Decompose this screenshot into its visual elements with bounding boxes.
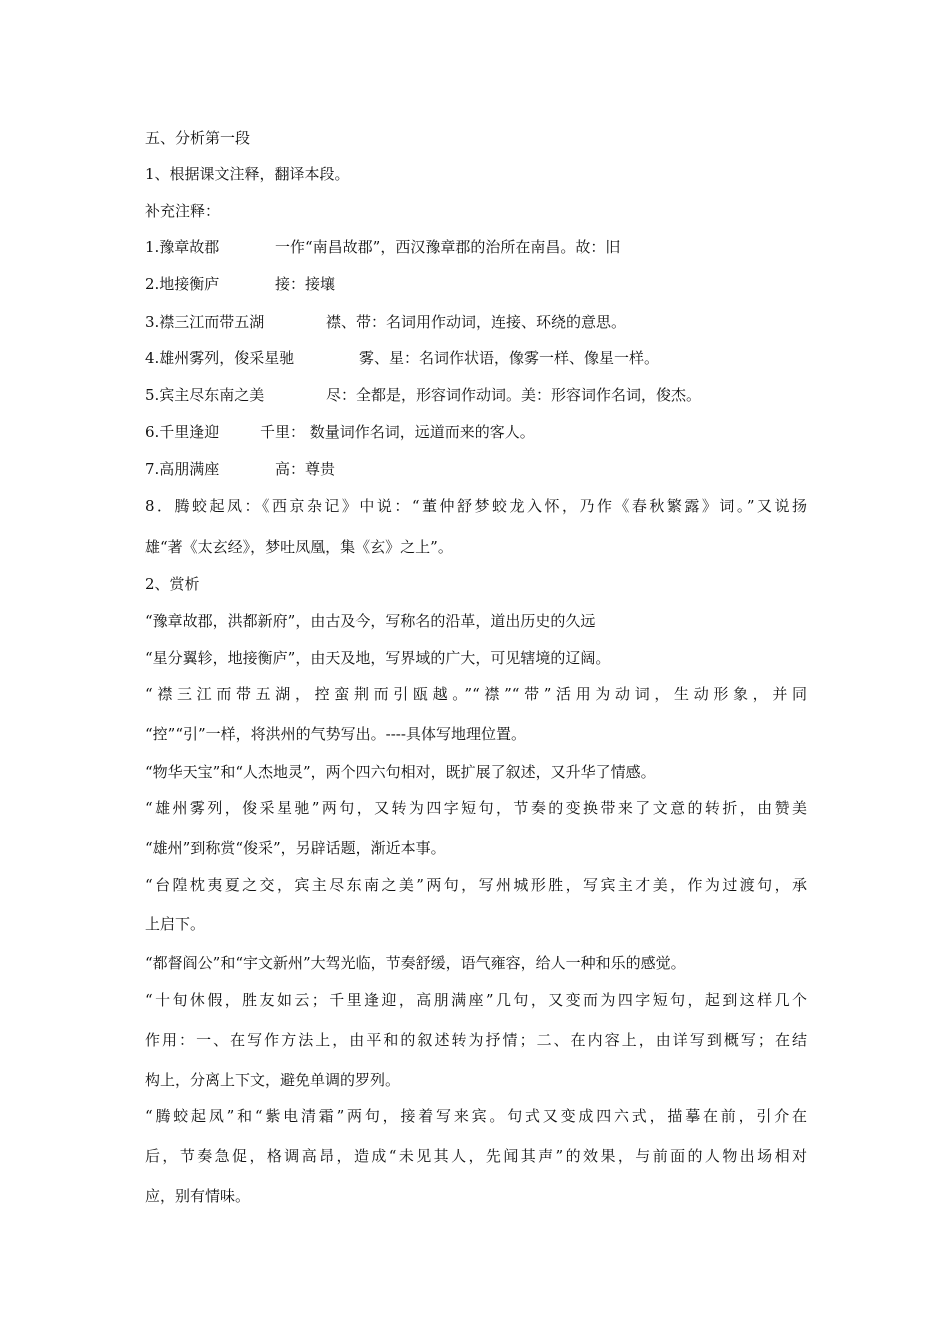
note-gloss: 尽：全都是，形容词作动词。美：形容词作名词，俊杰。 <box>326 386 702 404</box>
note-gloss: 襟、带：名词用作动词，连接、环绕的意思。 <box>326 313 627 331</box>
note-gloss: 接：接壤 <box>275 275 336 293</box>
note-term: 4.雄州雾列，俊采星驰 <box>145 349 295 367</box>
note-item <box>145 422 535 442</box>
note-8-line: 雄“著《太玄经》，梦吐凤凰，集《玄》之上”。 <box>145 538 453 556</box>
note-item <box>145 348 659 368</box>
note-term: 1.豫章故郡 <box>145 238 220 256</box>
analysis-line: 上启下。 <box>145 915 206 933</box>
note-term: 2.地接衡庐 <box>145 275 220 293</box>
analysis-line: “雄州”到称赏“俊采”，另辟话题，渐近本事。 <box>145 839 446 857</box>
analysis-line: “控”“引”一样，将洪州的气势写出。----具体写地理位置。 <box>145 725 526 743</box>
analysis-line: “物华天宝”和“人杰地灵”，两个四六句相对，既扩展了叙述，又升华了情感。 <box>145 763 656 781</box>
analysis-line: “腾蛟起凤”和“紫电清霜”两句，接着写来宾。句式又变成四六式，描摹在前，引介在 <box>145 1107 807 1125</box>
analysis-line: 后，节奏急促，格调高昂，造成“未见其人，先闻其声”的效果，与前面的人物出场相对 <box>145 1147 807 1165</box>
note-term: 5.宾主尽东南之美 <box>145 386 265 404</box>
analysis-line: 作用：一、在写作方法上，由平和的叙述转为抒情；二、在内容上，由详写到概写；在结 <box>145 1031 807 1049</box>
supplement-label: 补充注释： <box>145 202 221 220</box>
note-term: 6.千里逢迎 <box>145 423 220 441</box>
note-term: 7.高朋满座 <box>145 460 220 478</box>
note-gloss: 雾、星：名词作状语，像雾一样、像星一样。 <box>359 349 660 367</box>
section-title: 五、分析第一段 <box>145 129 251 147</box>
note-gloss: 一作“南昌故郡”，西汉豫章郡的治所在南昌。故：旧 <box>275 238 621 256</box>
note-8-line: 8．腾蛟起凤：《西京杂记》中说：“董仲舒梦蛟龙入怀，乃作《春秋繁露》词。”又说扬 <box>145 497 807 515</box>
note-item <box>145 459 335 479</box>
note-item <box>145 385 701 405</box>
analysis-line: “十旬休假，胜友如云；千里逢迎，高朋满座”几句，又变而为四字短句，起到这样几个 <box>145 991 807 1009</box>
part2-heading: 2、赏析 <box>145 575 200 593</box>
part1-heading: 1、根据课文注释，翻译本段。 <box>145 165 350 183</box>
analysis-line: “襟三江而带五湖，控蛮荆而引瓯越。”“襟”“带”活用为动词，生动形象，并同 <box>145 685 807 703</box>
analysis-line: “豫章故郡，洪都新府”，由古及今，写称名的沿革，道出历史的久远 <box>145 612 596 630</box>
analysis-line: 应，别有情味。 <box>145 1187 251 1205</box>
analysis-line: “星分翼轸，地接衡庐”，由天及地，写界域的广大，可见辖境的辽阔。 <box>145 649 611 667</box>
analysis-line: “都督阎公”和“宇文新州”大驾光临，节奏舒缓，语气雍容，给人一种和乐的感觉。 <box>145 954 686 972</box>
analysis-line: “雄州雾列，俊采星驰”两句，又转为四字短句，节奏的变换带来了文意的转折，由赞美 <box>145 799 807 817</box>
note-gloss: 高：尊贵 <box>275 460 336 478</box>
analysis-line: 构上，分离上下文，避免单调的罗列。 <box>145 1071 401 1089</box>
note-term: 3.襟三江而带五湖 <box>145 313 265 331</box>
note-item <box>145 274 335 294</box>
note-gloss: 千里： 数量词作名词，远道而来的客人。 <box>260 423 535 441</box>
note-item <box>145 237 620 257</box>
analysis-line: “台隍枕夷夏之交，宾主尽东南之美”两句，写州城形胜，写宾主才美，作为过渡句，承 <box>145 876 807 894</box>
note-item <box>145 312 626 332</box>
